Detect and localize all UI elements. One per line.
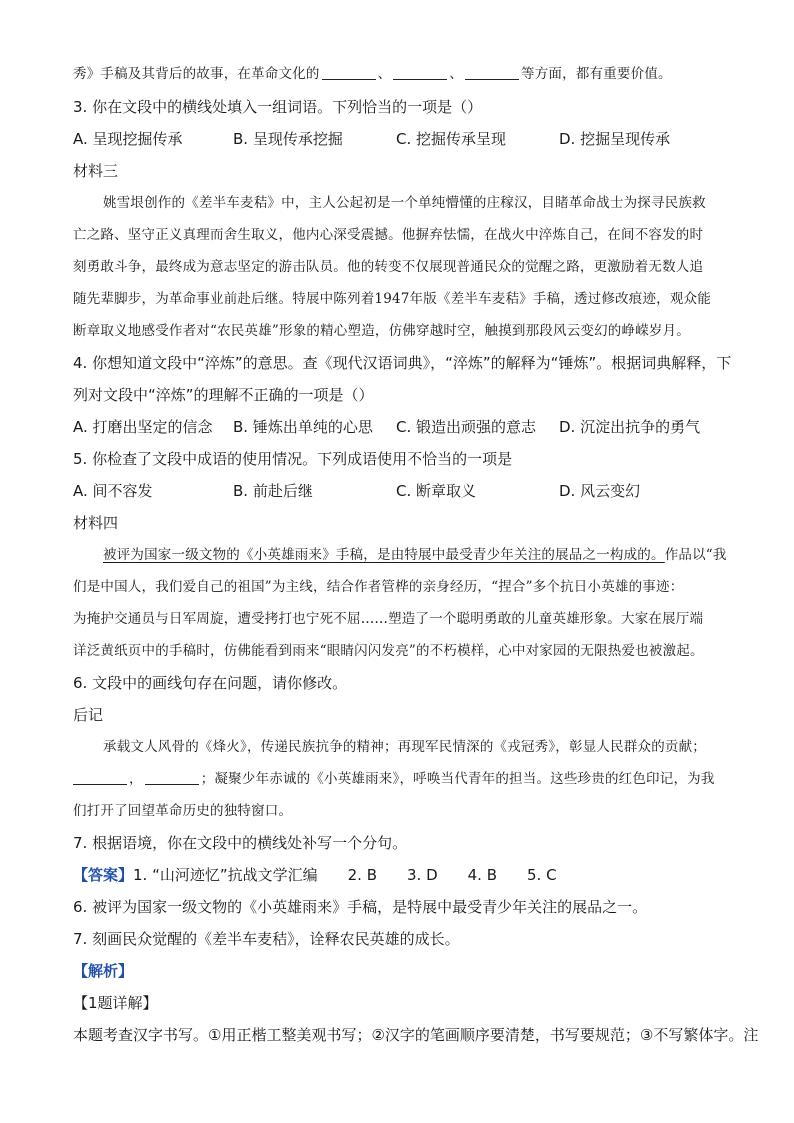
question-3: 3. 你在文段中的横线处填入一组词语。下列恰当的一项是（） <box>73 98 483 116</box>
option-a: A. 间不容发 <box>73 482 153 500</box>
material-4-line: 为掩护交通员与日军周旋，遭受拷打也宁死不屈……塑造了一个聪明勇敢的儿童英雄形象。大家在展厅端 <box>73 611 704 627</box>
question-4-line-1: 4. 你想知道文段中“淬炼”的意思。查《现代汉语词典》，“淬炼”的解释为“锤炼”。根据词典解释，下 <box>73 354 732 372</box>
answer-text: 1. “山河迹忆”抗战文学汇编 2. B 3. D 4. B 5. C <box>133 866 557 884</box>
fill-blank-1 <box>322 65 376 80</box>
material-4-line: 详泛黄纸页中的手稿时，仿佛能看到雨来“眼睛闪闪发亮”的不朽模样，心中对家园的无限热爱也被激起。 <box>73 643 704 659</box>
material-3-line: 断章取义地感受作者对“农民英雄”形象的精心塑造，仿佛穿越时空，触摸到那段风云变幻的峥嵘岁月。 <box>73 323 691 339</box>
afterword-line: 们打开了回望革命历史的独特窗口。 <box>73 803 293 819</box>
option-b: B. 呈现传承挖掘 <box>233 130 343 148</box>
fill-blank-5 <box>145 770 199 785</box>
option-d: D. 风云变幻 <box>559 482 641 500</box>
text-segment: 、 <box>449 66 464 82</box>
answer-7: 7. 刻画民众觉醒的《差半车麦秸》，诠释农民英雄的成长。 <box>73 930 460 948</box>
material-3-line: 亡之路、坚守正义真理而舍生取义，他内心深受震撼。他摒弃怯懦，在战火中淬炼自己，在间不容发的时 <box>73 227 704 243</box>
question-6: 6. 文段中的画线句存在问题，请你修改。 <box>73 674 348 692</box>
question-5: 5. 你检查了文段中成语的使用情况。下列成语使用不恰当的一项是 <box>73 450 513 468</box>
underlined-sentence: 被评为国家一级文物的《小英雄雨来》手稿，是由特展中最受青少年关注的展品之一构成的。 <box>103 547 665 563</box>
afterword-title: 后记 <box>73 706 104 724</box>
material-3-title: 材料三 <box>73 162 119 180</box>
detail-label: 【1题详解】 <box>73 994 158 1012</box>
answer-line <box>73 865 557 885</box>
analysis-label: 【解析】 <box>73 962 134 980</box>
fill-blank-2 <box>393 65 447 80</box>
question-3-options <box>73 129 723 149</box>
afterword-line <box>73 769 715 789</box>
answer-label: 【答案】 <box>73 866 134 884</box>
option-c: C. 挖掘传承呈现 <box>396 130 507 148</box>
option-c: C. 锻造出顽强的意志 <box>396 418 537 436</box>
text-segment: 等方面，都有重要价值。 <box>521 66 672 82</box>
option-d: D. 挖掘呈现传承 <box>559 130 671 148</box>
material-3-line: 随先辈脚步，为革命事业前赴后继。特展中陈列着1947年版《差半车麦秸》手稿，透过修改痕迹，观众能 <box>73 291 711 307</box>
material-4-title: 材料四 <box>73 514 119 532</box>
fill-blank-4 <box>73 770 127 785</box>
fill-blank-3 <box>465 65 519 80</box>
question-4-options <box>73 417 723 437</box>
answer-6: 6. 被评为国家一级文物的《小英雄雨来》手稿，是特展中最受青少年关注的展品之一。 <box>73 898 648 916</box>
text-segment: 作品以“我 <box>664 547 727 563</box>
option-d: D. 沉淀出抗争的勇气 <box>559 418 701 436</box>
material-2-tail-line <box>73 64 672 84</box>
text-segment: ；凝聚少年赤诚的《小英雄雨来》，呼唤当代青年的担当。这些珍贵的红色印记，为我 <box>200 771 715 787</box>
option-c: C. 断章取义 <box>396 482 477 500</box>
option-b: B. 前赴后继 <box>233 482 313 500</box>
material-3-line: 刻勇敢斗争，最终成为意志坚定的游击队员。他的转变不仅展现普通民众的觉醒之路，更激励着无数人追 <box>73 259 704 275</box>
option-a: A. 呈现挖掘传承 <box>73 130 183 148</box>
text-segment: ， <box>129 771 143 787</box>
question-7: 7. 根据语境，你在文段中的横线处补写一个分句。 <box>73 834 408 852</box>
option-b: B. 锤炼出单纯的心思 <box>233 418 373 436</box>
detail-text: 本题考查汉字书写。①用正楷工整美观书写；②汉字的笔画顺序要清楚，书写要规范；③不写繁体字。注 <box>73 1026 759 1044</box>
option-a: A. 打磨出坚定的信念 <box>73 418 213 436</box>
text-segment: 、 <box>377 66 392 82</box>
material-3-line: 姚雪垠创作的《差半车麦秸》中，主人公起初是一个单纯懵懂的庄稼汉，目睹革命战士为探寻民族救 <box>103 195 706 211</box>
material-4-line: 们是中国人，我们爱自己的祖国”为主线，结合作者管桦的亲身经历，“捏合”多个抗日小英雄的事迹： <box>73 579 684 595</box>
text-segment: 秀》手稿及其背后的故事，在革命文化的 <box>73 66 320 82</box>
question-4-line-2: 列对文段中“淬炼”的理解不正确的一项是（） <box>73 386 374 404</box>
question-5-options <box>73 481 723 501</box>
afterword-line: 承载文人风骨的《烽火》，传递民族抗争的精神；再现军民情深的《戎冠秀》，彰显人民群众的贡献； <box>103 739 706 755</box>
material-4-line <box>103 545 727 565</box>
